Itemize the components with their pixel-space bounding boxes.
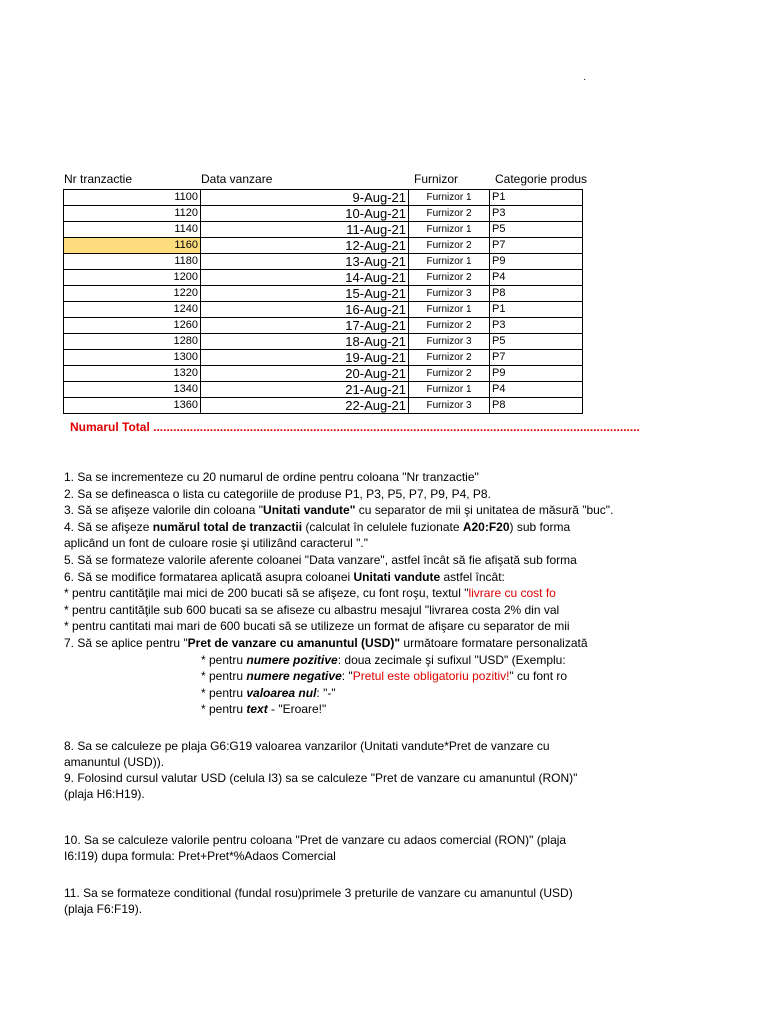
cell-categorie[interactable]: P5 bbox=[490, 334, 583, 350]
cell-nr-tranzactie[interactable]: 1120 bbox=[64, 206, 201, 222]
instruction-7-null: * pentru valoarea nul: "-" bbox=[201, 685, 336, 700]
cell-furnizor[interactable]: Furnizor 1 bbox=[409, 382, 490, 398]
transactions-table bbox=[63, 189, 583, 414]
cell-data-vanzare[interactable]: 16-Aug-21 bbox=[201, 302, 409, 318]
table-row bbox=[64, 398, 583, 414]
cell-data-vanzare[interactable]: 17-Aug-21 bbox=[201, 318, 409, 334]
cell-data-vanzare[interactable]: 20-Aug-21 bbox=[201, 366, 409, 382]
corner-mark: · bbox=[583, 74, 587, 85]
cell-categorie[interactable]: P1 bbox=[490, 302, 583, 318]
cell-nr-tranzactie[interactable]: 1240 bbox=[64, 302, 201, 318]
instruction-2: 2. Sa se defineasca o lista cu categoriile de produse P1, P3, P5, P7, P9, P4, P8. bbox=[64, 486, 491, 501]
instruction-1: 1. Sa se incrementeze cu 20 numarul de ordine pentru coloana "Nr tranzactie" bbox=[64, 470, 479, 484]
cell-furnizor[interactable]: Furnizor 3 bbox=[409, 334, 490, 350]
cell-nr-tranzactie[interactable]: 1340 bbox=[64, 382, 201, 398]
cell-data-vanzare[interactable]: 13-Aug-21 bbox=[201, 254, 409, 270]
table-row bbox=[64, 366, 583, 382]
cell-nr-tranzactie[interactable]: 1220 bbox=[64, 286, 201, 302]
table-row bbox=[64, 302, 583, 318]
instruction-9: 9. Folosind cursul valutar USD (celula I3) sa se calculeze "Pret de vanzare cu amanuntul (RON)" (plaja H6:H19). bbox=[64, 771, 578, 801]
cell-categorie[interactable]: P4 bbox=[490, 382, 583, 398]
cell-categorie[interactable]: P1 bbox=[490, 190, 583, 206]
cell-categorie[interactable]: P8 bbox=[490, 398, 583, 414]
cell-categorie[interactable]: P5 bbox=[490, 222, 583, 238]
instruction-10: 10. Sa se calculeze valorile pentru coloana "Pret de vanzare cu adaos comercial (RON)" (plaja I6:I19) dupa formula: Pret+Pret*%Adaos Comercial bbox=[64, 833, 567, 863]
table-row bbox=[64, 286, 583, 302]
instruction-7-text: * pentru text - "Eroare!" bbox=[201, 702, 327, 717]
cell-categorie[interactable]: P7 bbox=[490, 238, 583, 254]
cell-data-vanzare[interactable]: 15-Aug-21 bbox=[201, 286, 409, 302]
cell-data-vanzare[interactable]: 11-Aug-21 bbox=[201, 222, 409, 238]
cell-data-vanzare[interactable]: 19-Aug-21 bbox=[201, 350, 409, 366]
cell-furnizor[interactable]: Furnizor 2 bbox=[409, 318, 490, 334]
cell-nr-tranzactie[interactable]: 1280 bbox=[64, 334, 201, 350]
header-furnizor[interactable]: Furnizor bbox=[414, 172, 459, 186]
instructions-block bbox=[64, 469, 614, 718]
cell-categorie[interactable]: P9 bbox=[490, 254, 583, 270]
cell-data-vanzare[interactable]: 21-Aug-21 bbox=[201, 382, 409, 398]
table-row bbox=[64, 318, 583, 334]
cell-categorie[interactable]: P9 bbox=[490, 366, 583, 382]
cell-furnizor[interactable]: Furnizor 2 bbox=[409, 366, 490, 382]
header-categorie-produs[interactable]: Categorie produs bbox=[495, 172, 588, 186]
table-row bbox=[64, 190, 583, 206]
cell-furnizor[interactable]: Furnizor 2 bbox=[409, 206, 490, 222]
cell-furnizor[interactable]: Furnizor 2 bbox=[409, 238, 490, 254]
cell-data-vanzare[interactable]: 18-Aug-21 bbox=[201, 334, 409, 350]
instruction-7-positive: * pentru numere pozitive: doua zecimale şi sufixul "USD" (Exemplu: bbox=[201, 652, 566, 667]
total-transactions-cell[interactable]: Numarul Total .................................................................................................................................................. bbox=[70, 420, 640, 434]
cell-furnizor[interactable]: Furnizor 3 bbox=[409, 286, 490, 302]
instruction-11: 11. Sa se formateze conditional (fundal rosu)primele 3 preturile de vanzare cu amanuntul (USD) (plaja F6:F19). bbox=[64, 886, 573, 916]
cell-nr-tranzactie[interactable]: 1360 bbox=[64, 398, 201, 414]
instruction-7: 7. Să se aplice pentru "Pret de vanzare cu amanuntul (USD)" următoare formatare personalizată bbox=[64, 635, 588, 650]
cell-categorie[interactable]: P4 bbox=[490, 270, 583, 286]
cell-furnizor[interactable]: Furnizor 3 bbox=[409, 398, 490, 414]
cell-data-vanzare[interactable]: 10-Aug-21 bbox=[201, 206, 409, 222]
cell-nr-tranzactie[interactable]: 1100 bbox=[64, 190, 201, 206]
instruction-6: 6. Să se modifice formatarea aplicată asupra coloanei Unitati vandute astfel încât: bbox=[64, 569, 505, 584]
instruction-6-b: * pentru cantităţile sub 600 bucati sa se afiseze cu albastru mesajul "livrarea costa 2% din val bbox=[64, 602, 560, 617]
cell-furnizor[interactable]: Furnizor 1 bbox=[409, 190, 490, 206]
table-row bbox=[64, 350, 583, 366]
cell-nr-tranzactie[interactable]: 1160 bbox=[64, 238, 201, 254]
cell-categorie[interactable]: P8 bbox=[490, 286, 583, 302]
header-data-vanzare[interactable]: Data vanzare bbox=[201, 172, 273, 186]
instruction-6-a: * pentru cantităţile mai mici de 200 bucati să se afişeze, cu font roşu, textul "livrare cu cost fo bbox=[64, 586, 556, 601]
table-row bbox=[64, 382, 583, 398]
cell-nr-tranzactie[interactable]: 1140 bbox=[64, 222, 201, 238]
table-row bbox=[64, 334, 583, 350]
instruction-4: 4. Să se afişeze numărul total de tranzactii (calculat în celulele fuzionate A20:F20) sub forma bbox=[64, 519, 571, 534]
instruction-3: 3. Să se afişeze valorile din coloana "Unitati vandute" cu separator de mii şi unitatea de măsură "buc". bbox=[64, 503, 614, 518]
cell-furnizor[interactable]: Furnizor 1 bbox=[409, 254, 490, 270]
cell-categorie[interactable]: P7 bbox=[490, 350, 583, 366]
table-row bbox=[64, 254, 583, 270]
table-row bbox=[64, 238, 583, 254]
instruction-6-c: * pentru cantitati mai mari de 600 bucati să se utilizeze un format de afişare cu separator de mii bbox=[64, 619, 570, 634]
cell-categorie[interactable]: P3 bbox=[490, 318, 583, 334]
table-row bbox=[64, 222, 583, 238]
cell-categorie[interactable]: P3 bbox=[490, 206, 583, 222]
cell-furnizor[interactable]: Furnizor 2 bbox=[409, 350, 490, 366]
cell-nr-tranzactie[interactable]: 1300 bbox=[64, 350, 201, 366]
instruction-7-negative: * pentru numere negative: "Pretul este obligatoriu pozitiv!" cu font ro bbox=[201, 669, 568, 684]
table-row bbox=[64, 206, 583, 222]
instruction-8: 8. Sa se calculeze pe plaja G6:G19 valoarea vanzarilor (Unitati vandute*Pret de vanzare cu amanuntul (USD)). bbox=[64, 739, 550, 769]
cell-nr-tranzactie[interactable]: 1320 bbox=[64, 366, 201, 382]
header-nr-tranzactie[interactable]: Nr tranzactie bbox=[64, 172, 133, 186]
cell-data-vanzare[interactable]: 14-Aug-21 bbox=[201, 270, 409, 286]
table-row bbox=[64, 270, 583, 286]
cell-data-vanzare[interactable]: 22-Aug-21 bbox=[201, 398, 409, 414]
instruction-5: 5. Să se formateze valorile aferente coloanei "Data vanzare", astfel încât să fie afişată sub forma bbox=[64, 552, 577, 567]
instruction-4-cont: aplicând un font de culoare rosie şi utilizând caracterul "." bbox=[64, 536, 369, 551]
cell-furnizor[interactable]: Furnizor 1 bbox=[409, 222, 490, 238]
cell-furnizor[interactable]: Furnizor 1 bbox=[409, 302, 490, 318]
cell-data-vanzare[interactable]: 12-Aug-21 bbox=[201, 238, 409, 254]
cell-nr-tranzactie[interactable]: 1180 bbox=[64, 254, 201, 270]
cell-furnizor[interactable]: Furnizor 2 bbox=[409, 270, 490, 286]
cell-nr-tranzactie[interactable]: 1260 bbox=[64, 318, 201, 334]
cell-data-vanzare[interactable]: 9-Aug-21 bbox=[201, 190, 409, 206]
cell-nr-tranzactie[interactable]: 1200 bbox=[64, 270, 201, 286]
